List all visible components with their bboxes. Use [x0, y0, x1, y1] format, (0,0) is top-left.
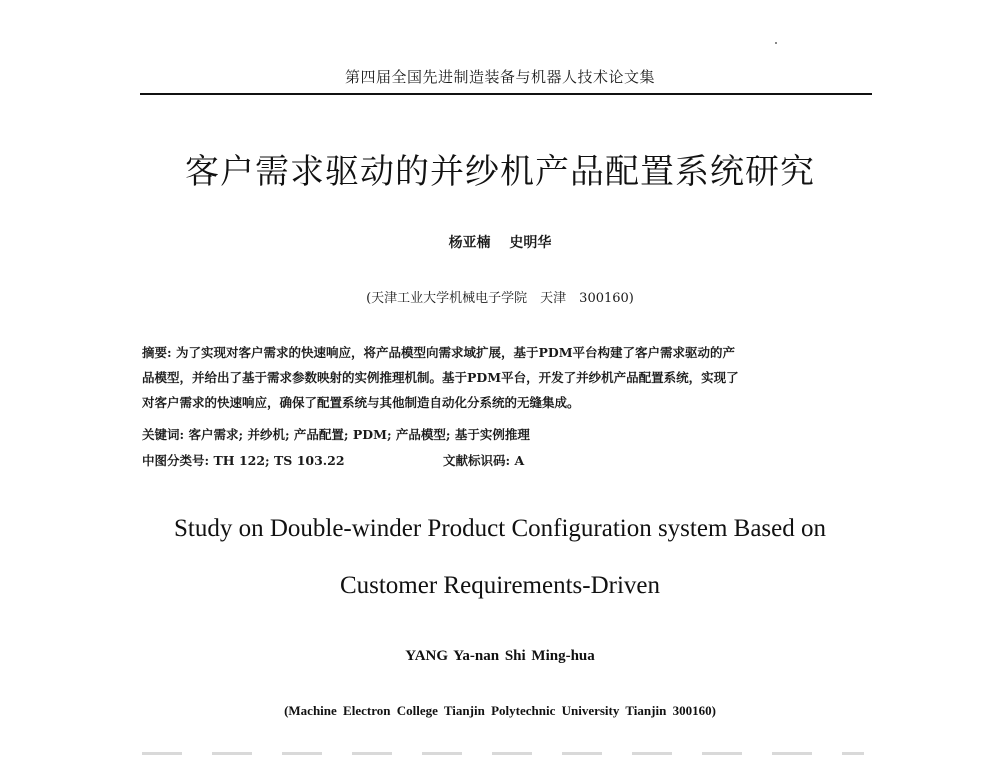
classification-code: TH 122; TS 103.22	[213, 453, 345, 468]
classification-label: 中图分类号:	[142, 453, 210, 468]
english-title-line-1: Study on Double-winder Product Configuration system Based on	[173, 515, 826, 542]
chinese-authors: 杨亚楠 史明华	[448, 235, 552, 251]
keywords-label: 关键词:	[142, 427, 185, 442]
document-code-value: A	[514, 453, 525, 468]
abstract-line-1	[142, 340, 864, 365]
header-rule	[140, 93, 872, 95]
keywords-text: 客户需求; 并纱机; 产品配置; PDM; 产品模型; 基于实例推理	[188, 427, 530, 442]
abstract-text-1: 为了实现对客户需求的快速响应，将产品模型向需求域扩展，基于PDM平台构建了客户需求驱动的产	[175, 345, 736, 360]
chinese-abstract	[142, 340, 864, 415]
keywords-line	[142, 425, 530, 443]
cutoff-text-line	[142, 752, 864, 755]
english-authors: YANG Ya-nan Shi Ming-hua	[405, 648, 595, 664]
english-affiliation: (Machine Electron College Tianjin Polytechnic University Tianjin 300160)	[284, 703, 716, 718]
chinese-affiliation: (天津工业大学机械电子学院 天津 300160)	[366, 291, 634, 306]
running-head: 第四届全国先进制造装备与机器人技术论文集	[344, 68, 655, 86]
abstract-line-3: 对客户需求的快速响应，确保了配置系统与其他制造自动化分系统的无缝集成。	[142, 395, 580, 410]
abstract-label: 摘要:	[142, 345, 172, 360]
scan-speck	[775, 42, 777, 44]
classification-line	[142, 451, 345, 469]
chinese-title: 客户需求驱动的并纱机产品配置系统研究	[185, 152, 815, 192]
document-code-line	[443, 451, 524, 469]
document-code-label: 文献标识码:	[443, 453, 511, 468]
abstract-line-2: 品模型，并给出了基于需求参数映射的实例推理机制。基于PDM平台，开发了并纱机产品配置系统，实现了	[142, 370, 739, 385]
english-title-line-2: Customer Requirements-Driven	[339, 572, 661, 599]
